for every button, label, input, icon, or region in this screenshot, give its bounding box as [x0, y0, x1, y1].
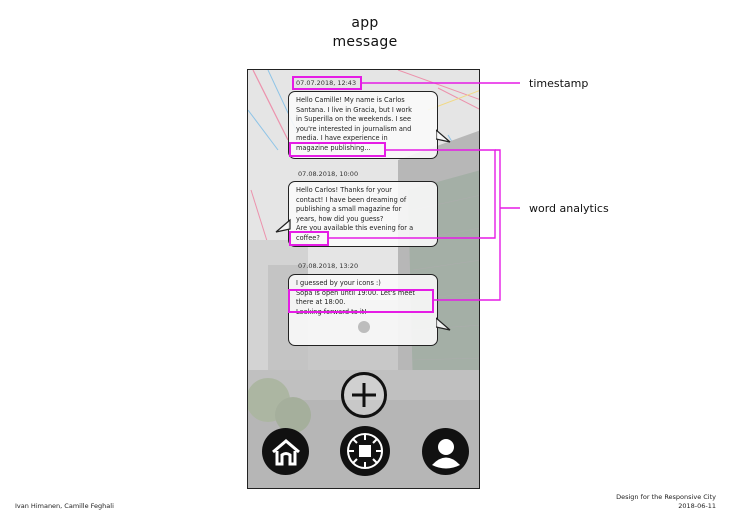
timestamp-annotation: timestamp	[529, 77, 589, 90]
footer-info	[616, 493, 716, 511]
message-line: publishing a small magazine for	[296, 205, 402, 213]
footer-date: 2018-06-11	[678, 502, 716, 510]
message-2-timestamp: 07.08.2018, 10:00	[298, 170, 359, 178]
message-line: years, how did you guess?	[296, 214, 384, 223]
message-line: in Superilla on the weekends. I see	[296, 115, 412, 123]
message-3-timestamp: 07.08.2018, 13:20	[298, 262, 359, 270]
message-line: coffee?	[296, 233, 320, 242]
message-line: you're interested in journalism and	[296, 124, 412, 133]
message-line: contact! I have been dreaming of	[296, 195, 407, 204]
message-line: I guessed by your icons :)	[296, 279, 381, 287]
title-line-2: message	[332, 34, 398, 50]
message-line: there at 18:00.	[296, 298, 346, 306]
footer-authors: Ivan Himanen, Camille Feghali	[15, 502, 114, 510]
word-analytics-annotation: word analytics	[529, 202, 609, 215]
message-line: Hello Carlos! Thanks for your	[296, 186, 392, 194]
message-line: Are you available this evening for a	[296, 224, 414, 232]
message-line: Santana. I live in Gracia, but I work	[296, 105, 412, 114]
message-1-timestamp: 07.07.2018, 12:43	[296, 79, 357, 87]
message-line: Sopa is open until 19:00. Let's meet	[296, 288, 416, 297]
title-line-1: app	[351, 15, 379, 31]
message-line: Hello Camille! My name is Carlos	[296, 96, 405, 104]
message-line: magazine publishing...	[296, 143, 371, 152]
message-line: Looking forward to it!	[296, 307, 367, 316]
message-line: media. I have experience in	[296, 134, 388, 142]
footer-course: Design for the Responsive City	[616, 493, 716, 501]
